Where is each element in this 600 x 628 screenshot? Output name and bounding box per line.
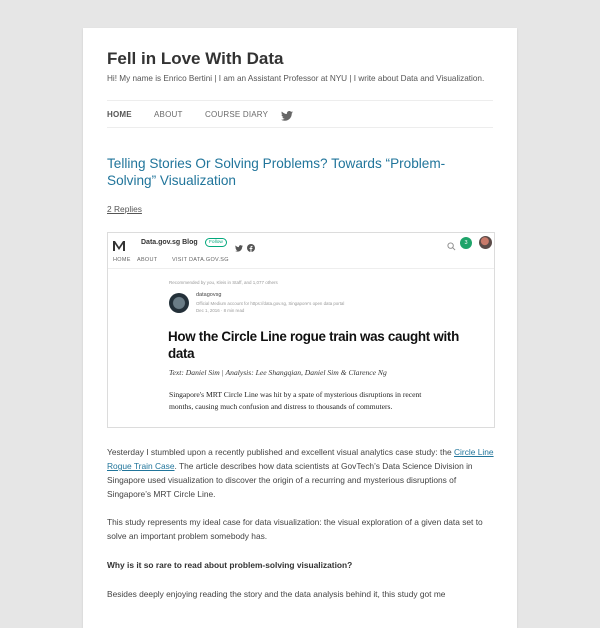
screenshot-nav-visit: VISIT DATA.GOV.SG [172, 257, 229, 263]
page-container [83, 28, 517, 628]
author-avatar [169, 293, 189, 313]
embedded-article-screenshot [107, 232, 495, 428]
nav-about[interactable]: ABOUT [154, 110, 183, 119]
paragraph-1-text-cont: . The article describes how data scientists at GovTech’s Data Science Division in Singapore used visualization to discover the origin of a recurring and mysterious disruptions of Singapore’s MRT Circle Line. [107, 461, 473, 499]
author-description: Official Medium account for https://data.gov.sg, Singapore's open data portal [196, 301, 345, 306]
paragraph-2: This study represents my ideal case for data visualization: the visual exploration of a given data set to solve an important problem somebody has. [107, 517, 483, 541]
article-title: How the Circle Line rogue train was caught with data [168, 329, 459, 361]
site-title[interactable]: Fell in Love With Data [107, 49, 284, 68]
nav-home[interactable]: HOME [107, 110, 132, 119]
section-heading: Why is it so rare to read about problem-solving visualization? [107, 560, 353, 570]
nav-course-diary[interactable]: COURSE DIARY [205, 110, 269, 119]
screenshot-nav-home: HOME [113, 257, 131, 263]
recommended-line: Recommended by you, Kleis in Staff, and 1,077 others [169, 280, 278, 285]
notification-badge: 3 [460, 237, 472, 249]
post-title[interactable]: Telling Stories Or Solving Problems? Towards “Problem-Solving” Visualization [107, 156, 446, 188]
replies-link[interactable]: 2 Replies [107, 204, 142, 214]
screenshot-nav-about: ABOUT [137, 257, 158, 263]
blog-name: Data.gov.sg Blog [141, 239, 198, 246]
medium-logo-icon [113, 238, 125, 248]
paragraph-1 [107, 445, 499, 501]
author-name: datagovsg [196, 292, 222, 298]
screenshot-topbar [108, 233, 494, 253]
author-date: Dec 1, 2016 · 8 min read [196, 308, 245, 313]
follow-button: Follow [205, 238, 227, 247]
main-navigation [107, 100, 493, 128]
site-description: Hi! My name is Enrico Bertini | I am an Assistant Professor at NYU | I write about Data and Visualization. [107, 74, 485, 83]
paragraph-1-text: Yesterday I stumbled upon a recently published and excellent visual analytics case study: the [107, 447, 454, 457]
article-intro: Singapore's MRT Circle Line was hit by a spate of mysterious disruptions in recent months, causing much confusion and distress to thousands of commuters. [169, 390, 422, 411]
user-avatar [479, 236, 492, 249]
screenshot-subnav [108, 254, 494, 269]
circle-line-case-link[interactable]: Circle Line Rogue Train Case [107, 447, 494, 471]
twitter-icon[interactable] [281, 108, 293, 126]
article-byline: Text: Daniel Sim | Analysis: Lee Shangqian, Daniel Sim & Clarence Ng [169, 368, 387, 377]
paragraph-3: Besides deeply enjoying reading the story and the data analysis behind it, this study got me [107, 589, 446, 599]
